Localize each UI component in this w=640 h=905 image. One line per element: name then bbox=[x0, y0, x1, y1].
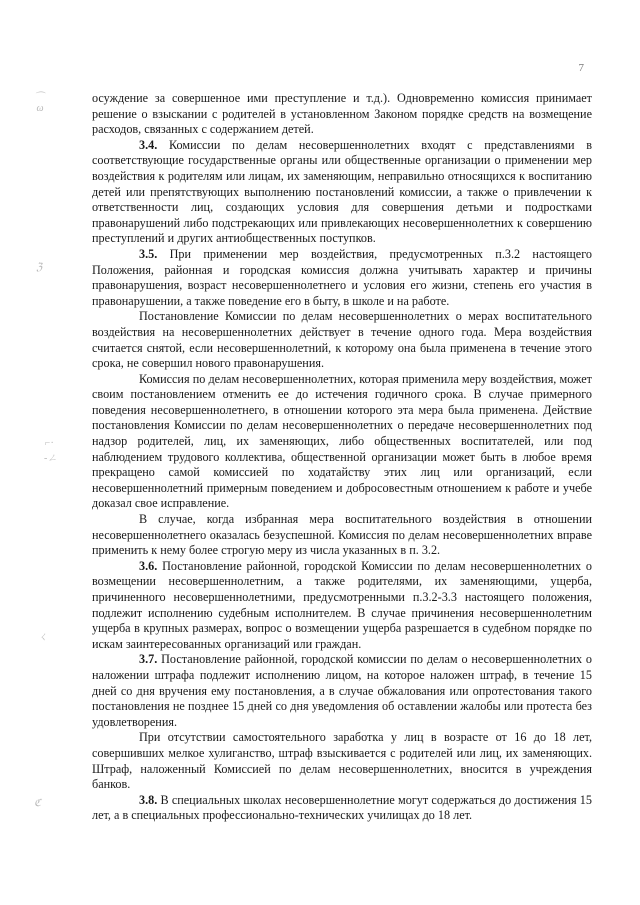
document-body bbox=[92, 91, 592, 824]
paragraph-text: В специальных школах несовершеннолетние могут содержаться до достижения 15 лет, а в специальных профессионально-технических училищах до 18 лет. bbox=[92, 792, 592, 823]
margin-mark: ℭ bbox=[34, 798, 42, 809]
margin-mark: ㄑ bbox=[38, 632, 48, 643]
margin-mark: ℨ bbox=[36, 262, 43, 273]
margin-mark: ⌒ ω bbox=[34, 92, 44, 114]
paragraph bbox=[92, 91, 592, 138]
paragraph bbox=[92, 730, 592, 792]
paragraph-text: Постановление Комиссии по делам несовершеннолетних о мерах воспитательного воздействия на несовершеннолетних действует в течение одного года. Мера воздействия считается снятой, если несовершеннолетний, к которому она была применена в течение этого срока, не совершил нового правонарушения. bbox=[92, 309, 592, 371]
paragraph-text: При применении мер воздействия, предусмотренных п.3.2 настоящего Положения, районная и городская комиссия должна учитывать характер и причины правонарушения, возраст несовершеннолетнего и условия его жизни, степень его участия в правонарушении, а также поведение его в быту, в школе и на работе. bbox=[92, 246, 592, 308]
paragraph bbox=[92, 247, 592, 309]
clause-number: 3.6. bbox=[139, 558, 158, 573]
paragraph-text: Постановление районной, городской комиссии по делам о несовершеннолетних о наложении штрафа подлежит исполнению лицом, на которое наложен штраф, в течение 15 дней со дня вручения ему постановления, а в случае обжалования или опротестования такого постановления не позднее 15 дней со дня уведомления об оставлении жалобы или протеста без удовлетворения. bbox=[92, 652, 592, 729]
margin-mark: ⌐· ‑ㄥ bbox=[44, 438, 58, 464]
paragraph bbox=[92, 512, 592, 559]
paragraph bbox=[92, 138, 592, 247]
paragraph bbox=[92, 652, 592, 730]
clause-number: 3.8. bbox=[139, 792, 158, 807]
paragraph-text: В случае, когда избранная мера воспитательного воздействия в отношении несовершеннолетнего оказалась безуспешной. Комиссия по делам несовершеннолетних вправе применить к нему более строгую меру из числа указанных в п. 3.2. bbox=[92, 512, 592, 558]
paragraph-text: Комиссии по делам несовершеннолетних входят с представлениями в соответствующие государственные органы или общественные организации о применении мер воздействия к родителям или лицам, их заменяющим, неправильно относящихся к воспитанию детей или препятствующих выполнению постановлений комиссии, а также о привлечении к ответственности лиц, создающих условия для совершения детьми и подростками правонарушений либо подстрекающих или привлекающих несовершеннолетних к совершению преступлений и других антиобщественных поступков. bbox=[92, 137, 592, 246]
paragraph bbox=[92, 372, 592, 512]
paragraph-text: Комиссия по делам несовершеннолетних, которая применила меру воздействия, может своим постановлением отменить ее до истечения годичного срока. В случае примерного поведения несовершеннолетнего, в отношении которого эта мера была применена. Действие постановления Комиссии по делам несовершеннолетних о передаче несовершеннолетних под надзор родителей, лиц, их заменяющих, либо общественных воспитателей, или под наблюдением трудового коллектива, общественной организации может быть в любое время прекращено самой комиссией по ходатайству этих лиц или организаций, если несовершеннолетний примерным поведением и добросовестным отношением к работе и учебе доказал свое исправление. bbox=[92, 371, 592, 511]
paragraph-text: Постановление районной, городской Комиссии по делам несовершеннолетних о возмещении несовершеннолетним, а также родителями, их заменяющими, ущерба, причиненного несовершеннолетними, предусмотренными п.3.2-3.3 настоящего положения, подлежит исполнению судебным исполнителем. В случае причинения несовершеннолетним ущерба в крупных размерах, вопрос о возмещении ущерба разрешается в судебном порядке по искам заинтересованных организаций или граждан. bbox=[92, 558, 592, 651]
clause-number: 3.4. bbox=[139, 137, 158, 152]
paragraph bbox=[92, 559, 592, 653]
paragraph-text: осуждение за совершенное ими преступление и т.д.). Одновременно комиссия принимает решение о взыскании с родителей в установленном Законом порядке средств на возмещение расходов, связанных с содержанием детей. bbox=[92, 91, 592, 137]
paragraph bbox=[92, 793, 592, 824]
clause-number: 3.5. bbox=[139, 246, 158, 261]
paragraph-text: При отсутствии самостоятельного заработка у лиц в возрасте от 16 до 18 лет, совершивших мелкое хулиганство, штраф взыскивается с родителей или лиц, их заменяющих. Штраф, наложенный Комиссией по делам несовершеннолетних, вносится в учреждения банков. bbox=[92, 730, 592, 792]
page-number: 7 bbox=[578, 62, 584, 74]
paragraph bbox=[92, 309, 592, 371]
clause-number: 3.7. bbox=[139, 652, 158, 667]
